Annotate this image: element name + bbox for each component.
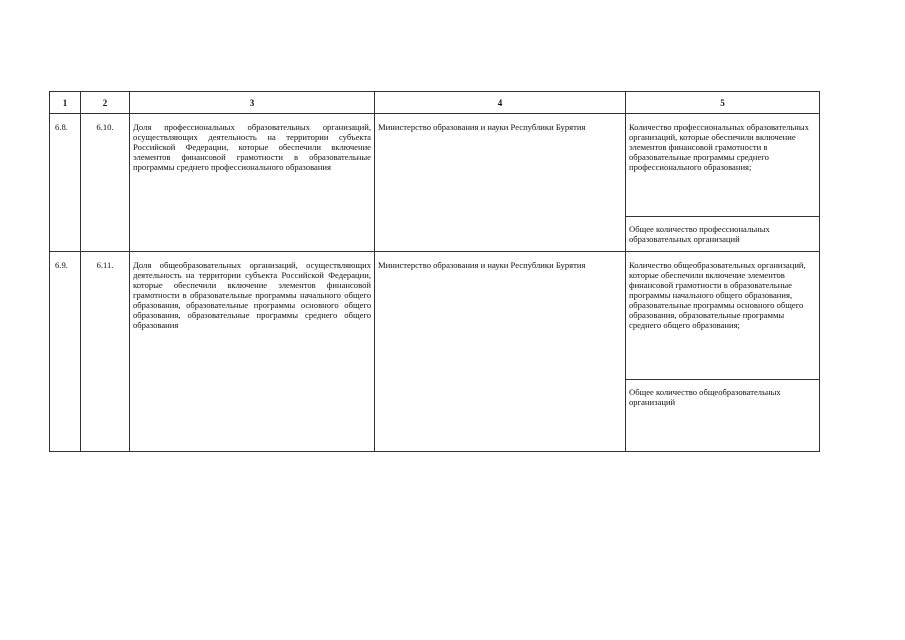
table-row bbox=[50, 252, 820, 380]
responsible-body: Министерство образования и науки Республики Бурятия bbox=[375, 114, 626, 252]
responsible-body: Министерство образования и науки Республики Бурятия bbox=[375, 252, 626, 452]
indicator-numerator: Количество профессиональных образовательных организаций, которые обеспечили включение элементов финансовой грамотности в образовательные программы среднего профессионального образования; bbox=[626, 114, 820, 217]
indicator-numerator: Количество общеобразовательных организаций, которые обеспечили включение элементов финансовой грамотности в образовательные программы начального общего образования, образовательные программы основного общего образования, образовательные программы среднего общего образования; bbox=[626, 252, 820, 380]
row-number: 6.8. bbox=[50, 114, 81, 252]
indicator-number: 6.10. bbox=[81, 114, 130, 252]
indicator-name: Доля общеобразовательных организаций, осуществляющих деятельность на территории субъекта Российской Федерации, которые обеспечили включение элементов финансовой грамотности в образовательные программы начального общего образования, образовательные программы основного общего образования, образовательные программы среднего общего образования bbox=[130, 252, 375, 452]
indicator-denominator: Общее количество общеобразовательных организаций bbox=[626, 380, 820, 452]
header-col-1: 1 bbox=[50, 92, 81, 114]
header-col-4: 4 bbox=[375, 92, 626, 114]
header-col-5: 5 bbox=[626, 92, 820, 114]
header-col-2: 2 bbox=[81, 92, 130, 114]
header-row bbox=[50, 92, 820, 114]
indicator-table bbox=[49, 91, 820, 452]
table-row bbox=[50, 114, 820, 217]
row-number: 6.9. bbox=[50, 252, 81, 452]
indicator-denominator: Общее количество профессиональных образовательных организаций bbox=[626, 217, 820, 252]
header-col-3: 3 bbox=[130, 92, 375, 114]
indicator-number: 6.11. bbox=[81, 252, 130, 452]
indicator-name: Доля профессиональных образовательных организаций, осуществляющих деятельность на территории субъекта Российской Федерации, которые обеспечили включение элементов финансовой грамотности в образовательные программы среднего профессионального образования bbox=[130, 114, 375, 252]
